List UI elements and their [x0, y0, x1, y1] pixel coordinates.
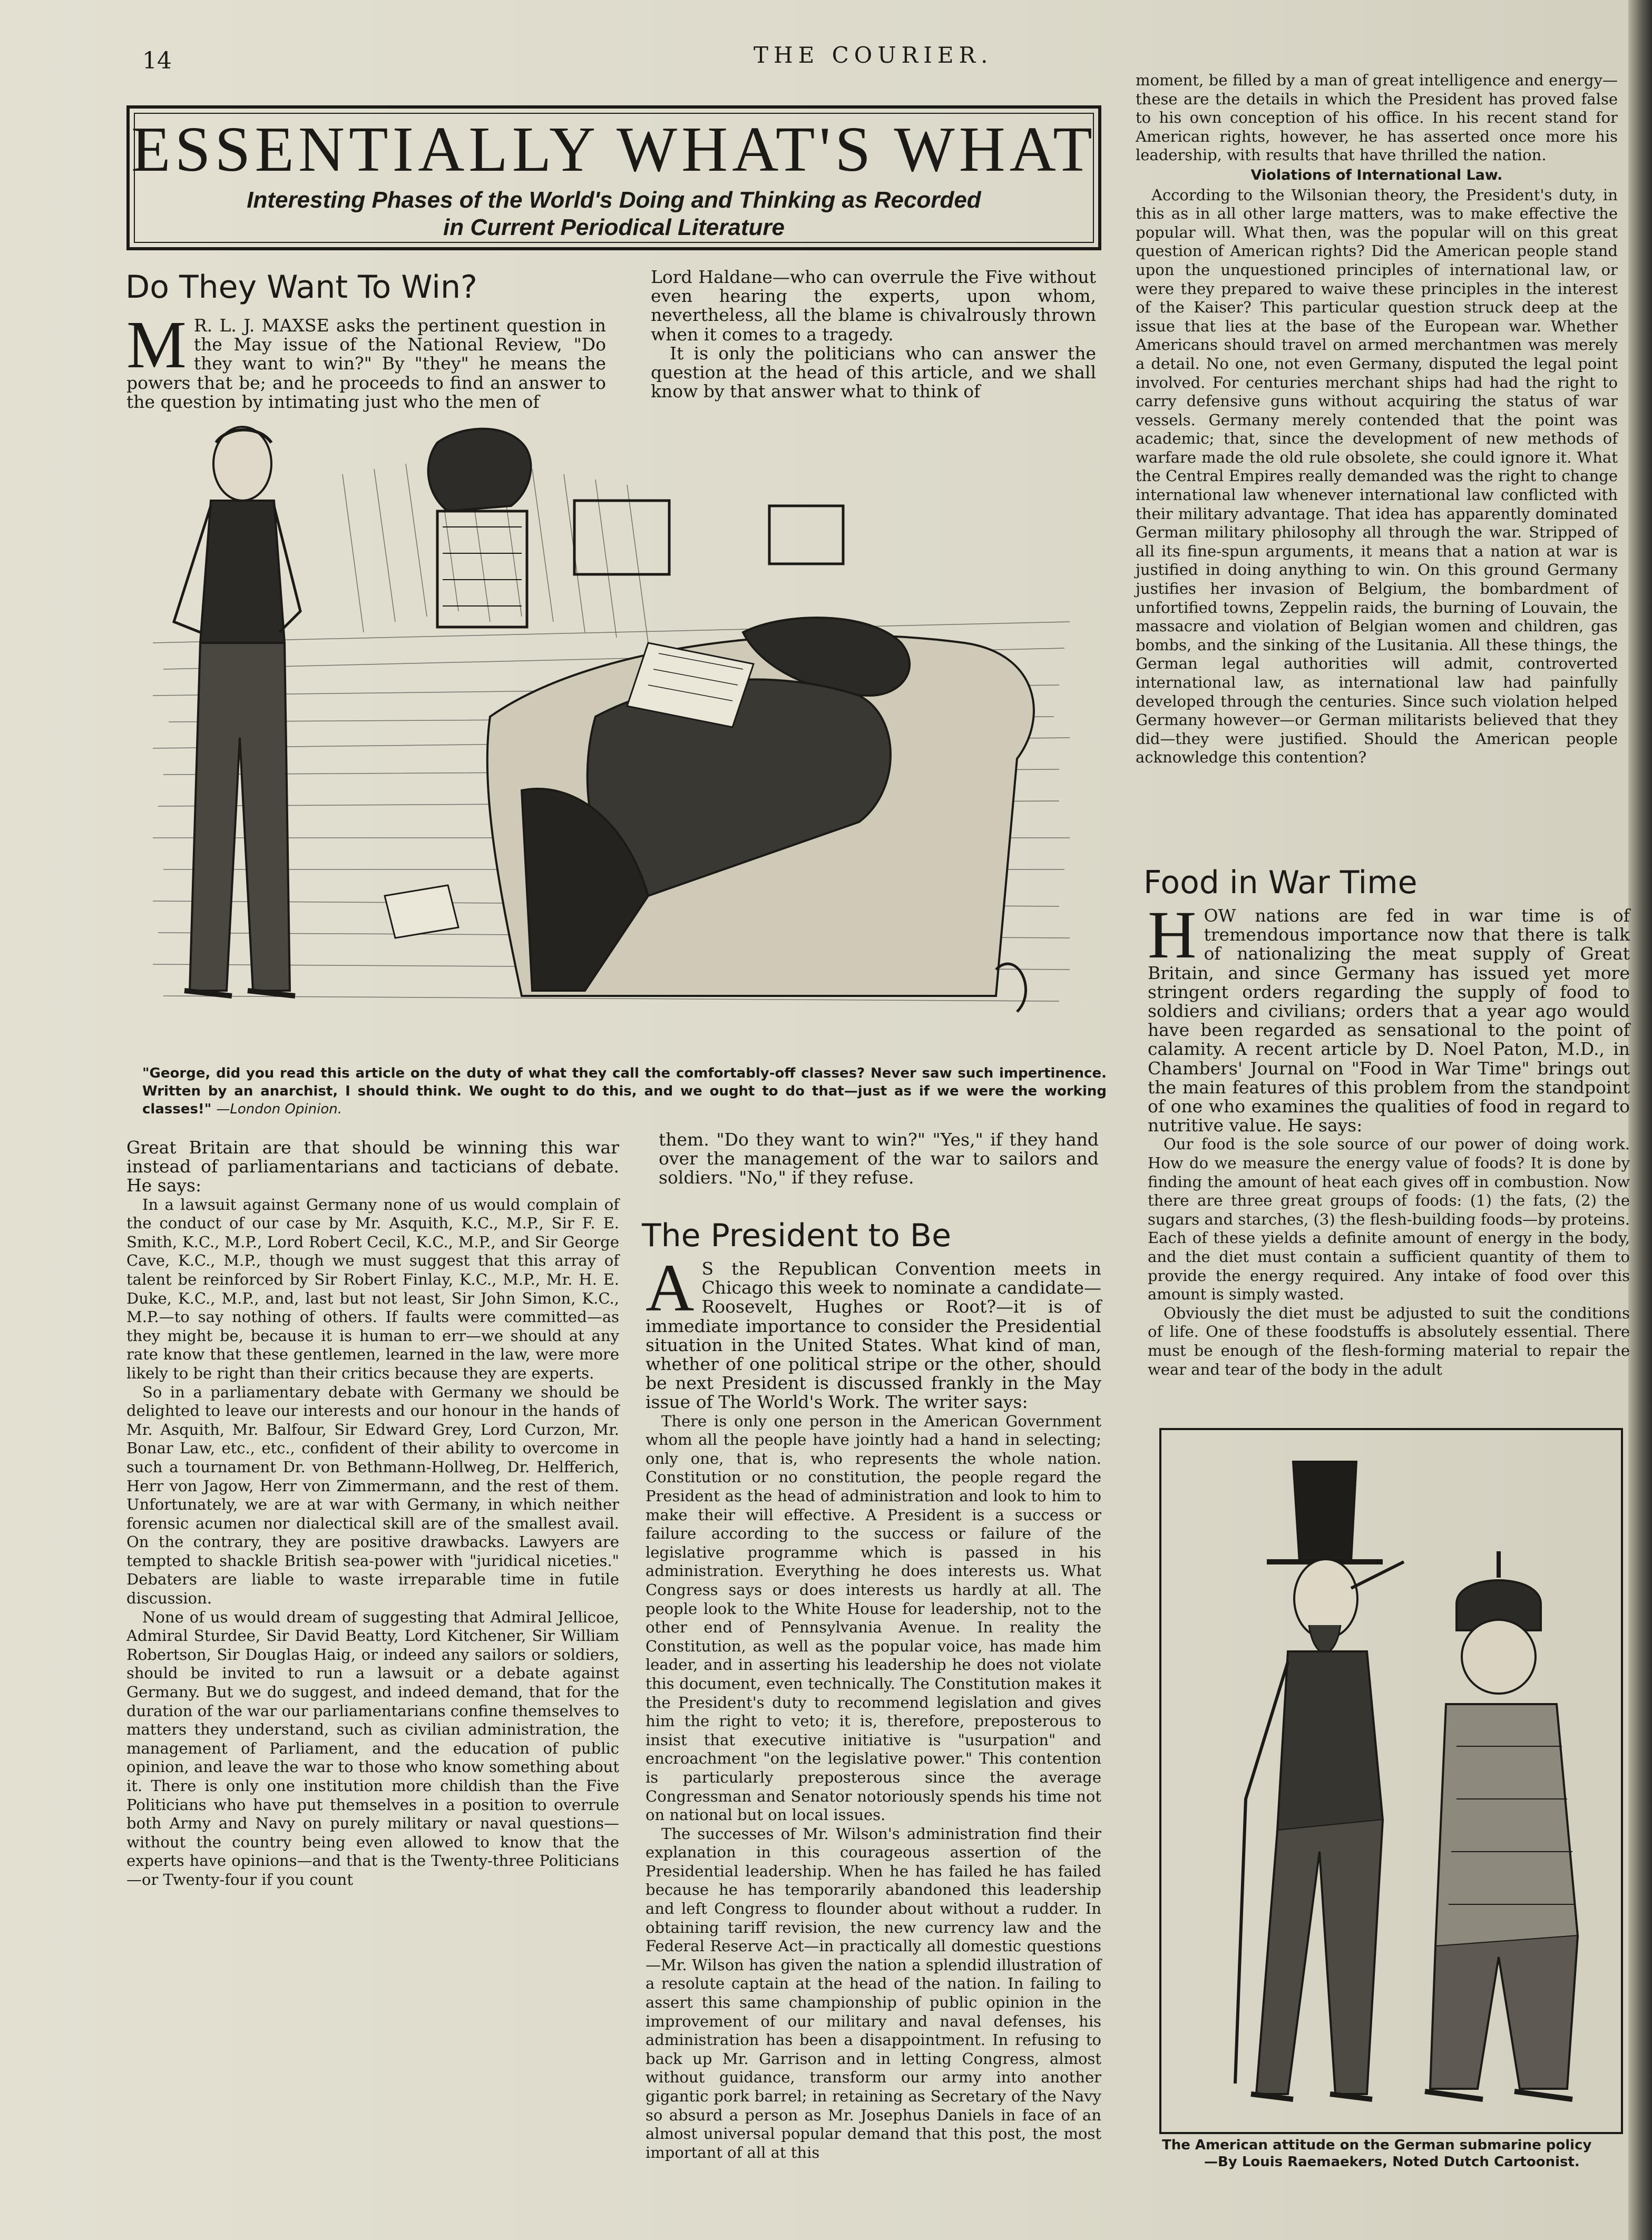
paton-quote-p2: Obviously the diet must be adjusted to suit the conditions of life. One of these foodstuffs is absolutely essential. There must be enough of the flesh-forming material to repair the wear and tear of the body in the adult	[1148, 1304, 1630, 1378]
dropcap-a: A	[646, 1250, 695, 1325]
politicians-paragraph: It is only the politicians who can answer the question at the head of this article, and we shall know by that answer what to think of	[651, 343, 1096, 402]
intro-text-food: OW nations are fed in war time is of tremendous importance now that there is talk of nationalizing the meat supply of Great Britain, and since Germany has issued yet more stringent orders regarding the supply of food to soldiers and civilians; orders that a year ago would have been regarded as sensational to the point of calamity. A recent article by D. Noel Paton, M.D., in Chambers' Journal on "Food in War Time" brings out the main features of this problem from the standpoint of one who examines the qualities of food in regard to nutritive value. He says:	[1148, 905, 1630, 1136]
paton-quote-p1: Our food is the sole source of our power of doing work. How do we measure the energy value of foods? It is done by finding the amount of heat each gives off in combustion. Now there are three great groups of foods: (1) the fats, (2) the sugars and starches, (3) the flesh-building foods—by proteins. Each of these yields a definite amount of energy in the body, and the diet must contain a sufficient quantity of them to provide the energy required. Any intake of food over this amount is simply wasted.	[1148, 1135, 1630, 1304]
binding-edge	[1628, 0, 1652, 2240]
article-col2-top-win	[651, 268, 1096, 401]
worlds-work-quote	[646, 1412, 1101, 2163]
page-number: 14	[142, 47, 172, 74]
worlds-work-quote-p1: There is only one person in the American Government whom all the people have jointly had a hand in selecting; only one, that is, who represents the whole nation. Constitution or no constitution, the people regard the President as the head of administration and look to him to make their will effective. A President is a success or failure according to the success or failure of the legislative programme which is passed in his administration. Everything he does interests us. What Congress says or does interests us hardly at all. The people look to the White House for leadership, not to the other end of Pennsylvania Avenue. In reality the Constitution, as well as the popular voice, has made him leader, and in asserting his leadership he does not violate this document, even technically. The Constitution makes it the President's duty to recommend legislation and gives him the right to veto; it is, therefore, preposterous to insist that executive initiative is "usurpation" and encroachment "on the legislative power." This contention is particularly preposterous since the average Congressman and Senator notoriously spends his time not on national but on local issues.	[646, 1412, 1101, 1824]
maxse-quote-p3: None of us would dream of suggesting that Admiral Jellicoe, Admiral Sturdee, Sir David Beatty, Lord Kitchener, Sir William Robertson, Sir Douglas Haig, or indeed any sailors or soldiers, should be invited to run a lawsuit or a debate against Germany. But we do suggest, and indeed demand, that for the duration of the war our parliamentarians confine themselves to matters they understand, such as civilian administration, the management of Parliament, and the education of public opinion, and leave the war to those who know something about it. There is only one institution more childish than the Five Politicians who have put themselves in a position to overrule both Army and Navy on purely military or naval questions—without the country being even allowed to know that the experts have opinions—and that is the Twenty-three Politicians—or Twenty-four if you count	[126, 1608, 619, 1889]
section-subtitle-line1: Interesting Phases of the World's Doing and Thinking as Recorded	[247, 187, 981, 213]
cartoon2-caption-line1: The American attitude on the German submarine policy	[1162, 2137, 1592, 2153]
win-conclusion: them. "Do they want to win?" "Yes," if they hand over the management of the war to sailors and soldiers. "No," if they refuse.	[659, 1129, 1099, 1188]
section-subtitle-line2: in Current Periodical Literature	[443, 214, 785, 240]
cartoon2-caption	[1162, 2137, 1626, 2170]
article-continuation-win	[126, 1138, 619, 1890]
cartoon1-caption	[142, 1064, 1107, 1118]
subhead-violations: Violations of International Law.	[1250, 167, 1503, 183]
haldane-paragraph: Lord Haldane—who can overrule the Five without even hearing the experts, upon whom, nevertheless, all the blame is chivalrously thrown when it comes to a tragedy.	[651, 267, 1096, 345]
article-intro-win	[126, 307, 606, 412]
president-col3-cont: moment, be filled by a man of great intelligence and energy—these are the details in which the President has proved false to his own conception of his office. In his recent stand for American rights, however, he has asserted once more his leadership, with results that have thrilled the nation.	[1136, 71, 1618, 164]
cartoon-drawing-room	[121, 422, 1112, 1049]
maxse-quote-p2: So in a parliamentary debate with Germany we should be delighted to leave our interests and our honour in the hands of Mr. Asquith, Mr. Balfour, Sir Edward Grey, Lord Curzon, Mr. Bonar Law, etc., etc., confident of their ability to overcome in such a tournament Dr. von Bethmann-Hollweg, Dr. Helfferich, Herr von Jagow, Herr von Zimmermann, and the rest of them. Unfortunately, we are at war with Germany, in which neither forensic acumen nor dialectical skill are of the smallest avail. On the contrary, they are positive drawbacks. Lawyers are tempted to shackle British sea-power with "juridical niceties." Debaters are liable to waste irreparable time in futile discussion.	[126, 1383, 619, 1608]
cartoon2-caption-line2: —By Louis Raemaekers, Noted Dutch Cartoonist.	[1204, 2154, 1580, 2170]
worlds-work-quote-p2: The successes of Mr. Wilson's administration find their explanation in this courageous assertion of the Presidential leadership. When he has failed he has failed because he has temporarily abandoned this leadership and left Congress to flounder about without a rudder. In obtaining tariff revision, the new currency law and the Federal Reserve Act—in practically all domestic questions—Mr. Wilson has given the nation a splendid illustration of a resolute captain at the head of the nation. In failing to assert this same championship of public opinion in the improvement of our military and naval defenses, his administration has been a disappointment. In refusing to back up Mr. Garrison and in letting Congress, almost without guidance, transform our army into another gigantic pork barrel; in retaining as Secretary of the Navy so absurd a person as Mr. Josephus Daniels in face of an almost universal popular demand that this post, the most important of all at this	[646, 1824, 1101, 2161]
article-body-food	[1148, 897, 1630, 1379]
cartoon-frame-submarine	[1159, 1428, 1623, 2134]
cartoon1-source: —London Opinion.	[216, 1101, 342, 1117]
running-head: THE COURIER.	[754, 42, 993, 68]
intro-text-win: R. L. J. MAXSE asks the pertinent question in the May issue of the National Review, "Do they want to win?" By "they" he means the powers that be; and he proceeds to find an answer to the question by intimating just who the men of	[126, 315, 606, 412]
section-title: ESSENTIALLY WHAT'S WHAT	[131, 114, 1097, 185]
president-continuation	[1136, 71, 1618, 767]
mantel-ornament	[428, 429, 531, 627]
article-end-win	[659, 1130, 1099, 1188]
article-headline-food: Food in War Time	[1143, 864, 1418, 901]
reclining-woman-sofa	[487, 618, 1034, 996]
paton-quote	[1148, 1135, 1630, 1379]
cartoon-uncle-sam-kaiser	[1161, 1430, 1621, 2132]
article-headline-president: The President to Be	[642, 1217, 951, 1254]
continuation-lead: Great Britain are that should be winning this war instead of parliamentarians and tacticians of debate. He says:	[126, 1137, 619, 1196]
section-subtitle	[130, 187, 1098, 241]
cartoon1-caption-text: "George, did you read this article on the duty of what they call the comfortably-off classes? Never saw such impertinence. Written by an anarchist, I should think. We ought to do this, and we ought to do that—just as if we were the working classes!"	[142, 1065, 1107, 1117]
article-body-president	[646, 1250, 1101, 2162]
article-headline-win: Do They Want To Win?	[125, 269, 477, 306]
masthead-box	[126, 105, 1101, 250]
dropcap-m: M	[126, 307, 187, 382]
president-col3-p2: According to the Wilsonian theory, the President's duty, in this as in all other large matters, was to make effective the popular will. What then, was the popular will on this great question of American rights? Did the American people stand upon the unquestioned principles of international law, or were they prepared to waive these principles in the interest of the Kaiser? This particular question struck deep at the issue that lies at the base of the European war. Whether Americans should travel on armed merchantmen was merely a detail. No one, not even Germany, disputed the legal point involved. For centuries merchant ships had had the right to carry defensive guns without acquiring the status of war vessels. Germany merely contended that the point was academic; that, since the development of new methods of warfare made the old rule obsolete, she could ignore it. What the Central Empires really demanded was the right to change international law whenever international law conflicted with their military advantage. That idea has apparently dominated German military philosophy all through the war. Stripped of all its fine-spun arguments, it means that a nation at war is justified in doing anything to win. On this ground Germany justifies her invasion of Belgium, the bombardment of unfortified towns, Zeppelin raids, the burning of Louvain, the massacre and violation of Belgian women and children, gas bombs, and the sinking of the Lusitania. All these things, the German legal authorities will admit, controverted international law, as international law had painfully developed through the centuries. Since such violation helped Germany however—or German militarists believed that they did—they were justified. Should the American people acknowledge this contention?	[1136, 185, 1618, 767]
uncle-sam-figure	[1235, 1462, 1404, 2099]
german-officer-figure	[1425, 1551, 1578, 2099]
dropcap-h: H	[1148, 897, 1197, 972]
standing-man	[174, 427, 300, 996]
maxse-quote-p1: In a lawsuit against Germany none of us would complain of the conduct of our case by Mr. Asquith, K.C., M.P., Sir F. E. Smith, K.C., M.P., Lord Robert Cecil, K.C., M.P., and Sir George Cave, K.C., M.P., though we must suggest that this array of talent be reinforced by Sir Robert Finlay, K.C., M.P., Mr. H. E. Duke, K.C., M.P., and, last but not least, Sir John Simon, K.C., M.P.—to say nothing of others. If faults were committed—as they might be, because it is human to err—we should at any rate know that these gentlemen, learned in the law, were more likely to be right than their critics because they are experts.	[126, 1195, 619, 1382]
maxse-quote	[126, 1196, 619, 1890]
intro-text-president: S the Republican Convention meets in Chicago this week to nominate a candidate—Roosevelt, Hughes or Root?—it is of immediate importance to consider the Presidential situation in the United States. What kind of man, whether of one political stripe or the other, should be next President is discussed frankly in the May issue of The World's Work. The writer says:	[646, 1258, 1101, 1413]
